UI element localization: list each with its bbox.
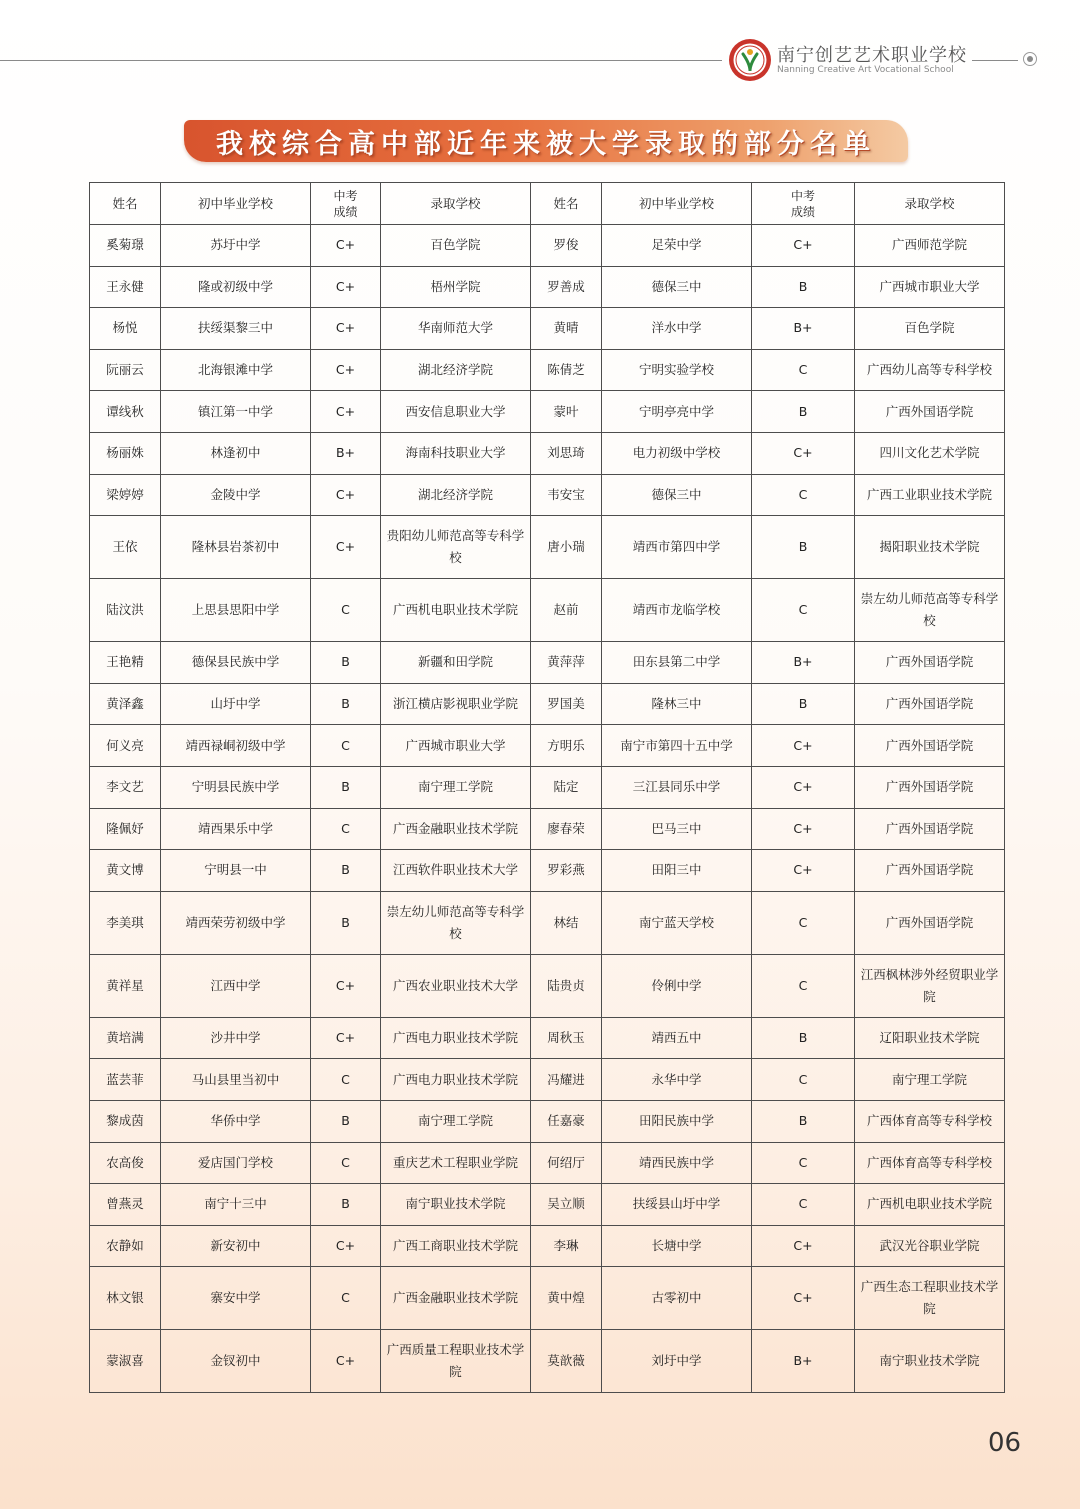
cell-admitted-school: 广西生态工程职业技术学院	[855, 1267, 1005, 1330]
cell-name: 赵前	[531, 579, 602, 642]
cell-middle-school: 苏圩中学	[161, 225, 311, 267]
cell-middle-school: 林逢初中	[161, 432, 311, 474]
cell-name: 黄祥星	[90, 954, 161, 1017]
cell-name: 蓝芸菲	[90, 1059, 161, 1101]
cell-exam-score: B	[752, 683, 855, 725]
table-row	[90, 850, 1005, 892]
cell-name: 杨悦	[90, 308, 161, 350]
cell-exam-score: C	[752, 1059, 855, 1101]
cell-admitted-school: 贵阳幼儿师范高等专科学校	[381, 516, 531, 579]
cell-name: 阮丽云	[90, 349, 161, 391]
cell-admitted-school: 广西外国语学院	[855, 891, 1005, 954]
cell-admitted-school: 广西外国语学院	[855, 391, 1005, 433]
cell-admitted-school: 湖北经济学院	[381, 474, 531, 516]
table-row	[90, 808, 1005, 850]
cell-admitted-school: 南宁理工学院	[381, 1100, 531, 1142]
table-row	[90, 349, 1005, 391]
cell-middle-school: 靖西五中	[602, 1017, 752, 1059]
cell-admitted-school: 四川文化艺术学院	[855, 432, 1005, 474]
cell-exam-score: C+	[311, 516, 381, 579]
cell-name: 李琳	[531, 1225, 602, 1267]
cell-name: 任嘉豪	[531, 1100, 602, 1142]
cell-name: 冯耀进	[531, 1059, 602, 1101]
table-header-row	[90, 183, 1005, 225]
school-name-cn: 南宁创艺艺术职业学校	[777, 45, 967, 66]
cell-exam-score: C+	[752, 850, 855, 892]
cell-middle-school: 南宁十三中	[161, 1184, 311, 1226]
cell-admitted-school: 广西机电职业技术学院	[381, 579, 531, 642]
cell-middle-school: 宁明县民族中学	[161, 766, 311, 808]
cell-admitted-school: 广西城市职业大学	[855, 266, 1005, 308]
cell-admitted-school: 广西外国语学院	[855, 850, 1005, 892]
table-row	[90, 516, 1005, 579]
cell-admitted-school: 江西枫林涉外经贸职业学院	[855, 954, 1005, 1017]
cell-exam-score: C	[311, 725, 381, 767]
header-dot-icon	[1023, 52, 1037, 66]
cell-name: 周秋玉	[531, 1017, 602, 1059]
table-row	[90, 474, 1005, 516]
table-row	[90, 683, 1005, 725]
cell-admitted-school: 湖北经济学院	[381, 349, 531, 391]
cell-admitted-school: 广西金融职业技术学院	[381, 808, 531, 850]
cell-name: 杨丽姝	[90, 432, 161, 474]
cell-exam-score: C+	[311, 225, 381, 267]
header-admitted-school: 录取学校	[381, 183, 531, 225]
cell-admitted-school: 广西外国语学院	[855, 725, 1005, 767]
cell-middle-school: 宁明亭亮中学	[602, 391, 752, 433]
school-name-en: Nanning Creative Art Vocational School	[777, 65, 954, 75]
cell-middle-school: 田阳民族中学	[602, 1100, 752, 1142]
cell-middle-school: 三江县同乐中学	[602, 766, 752, 808]
cell-middle-school: 沙井中学	[161, 1017, 311, 1059]
cell-admitted-school: 南宁职业技术学院	[381, 1184, 531, 1226]
cell-name: 黄萍萍	[531, 642, 602, 684]
table-row	[90, 1267, 1005, 1330]
cell-exam-score: C+	[311, 266, 381, 308]
cell-exam-score: B+	[752, 1330, 855, 1393]
cell-middle-school: 永华中学	[602, 1059, 752, 1101]
cell-middle-school: 宁明实验学校	[602, 349, 752, 391]
cell-middle-school: 南宁市第四十五中学	[602, 725, 752, 767]
cell-middle-school: 靖西市第四中学	[602, 516, 752, 579]
cell-exam-score: B	[752, 1017, 855, 1059]
cell-exam-score: C+	[311, 1225, 381, 1267]
cell-admitted-school: 广西幼儿高等专科学校	[855, 349, 1005, 391]
table-row	[90, 642, 1005, 684]
cell-name: 廖春荣	[531, 808, 602, 850]
cell-admitted-school: 梧州学院	[381, 266, 531, 308]
cell-admitted-school: 百色学院	[381, 225, 531, 267]
cell-exam-score: B	[752, 1100, 855, 1142]
cell-exam-score: C	[752, 954, 855, 1017]
cell-exam-score: B	[311, 683, 381, 725]
cell-exam-score: C+	[311, 349, 381, 391]
cell-middle-school: 靖西荣劳初级中学	[161, 891, 311, 954]
table-row	[90, 1184, 1005, 1226]
cell-name: 唐小瑞	[531, 516, 602, 579]
table-row	[90, 1100, 1005, 1142]
cell-middle-school: 德保县民族中学	[161, 642, 311, 684]
table-row	[90, 579, 1005, 642]
header-name-2: 姓名	[531, 183, 602, 225]
cell-exam-score: C	[752, 579, 855, 642]
cell-middle-school: 田阳三中	[602, 850, 752, 892]
cell-middle-school: 隆或初级中学	[161, 266, 311, 308]
cell-admitted-school: 广西工业职业技术学院	[855, 474, 1005, 516]
cell-name: 陈倩芝	[531, 349, 602, 391]
cell-name: 奚菊璟	[90, 225, 161, 267]
table-row	[90, 391, 1005, 433]
cell-admitted-school: 广西金融职业技术学院	[381, 1267, 531, 1330]
cell-exam-score: B	[311, 766, 381, 808]
cell-name: 黄晴	[531, 308, 602, 350]
cell-admitted-school: 广西电力职业技术学院	[381, 1017, 531, 1059]
cell-name: 黄中煌	[531, 1267, 602, 1330]
cell-middle-school: 洋水中学	[602, 308, 752, 350]
school-emblem-icon	[728, 38, 772, 82]
cell-middle-school: 古零初中	[602, 1267, 752, 1330]
cell-admitted-school: 广西体育高等专科学校	[855, 1142, 1005, 1184]
cell-name: 罗国美	[531, 683, 602, 725]
cell-name: 黎成茵	[90, 1100, 161, 1142]
cell-middle-school: 隆林县岩茶初中	[161, 516, 311, 579]
table-row	[90, 1017, 1005, 1059]
cell-admitted-school: 广西师范学院	[855, 225, 1005, 267]
table-row	[90, 308, 1005, 350]
table-row	[90, 766, 1005, 808]
cell-name: 黄培满	[90, 1017, 161, 1059]
cell-admitted-school: 揭阳职业技术学院	[855, 516, 1005, 579]
cell-exam-score: C+	[311, 391, 381, 433]
cell-exam-score: B	[752, 516, 855, 579]
cell-admitted-school: 浙江横店影视职业学院	[381, 683, 531, 725]
cell-exam-score: B+	[311, 432, 381, 474]
cell-exam-score: C+	[752, 766, 855, 808]
cell-admitted-school: 重庆艺术工程职业学院	[381, 1142, 531, 1184]
cell-name: 王依	[90, 516, 161, 579]
cell-exam-score: B	[311, 891, 381, 954]
table-row	[90, 432, 1005, 474]
cell-name: 农高俊	[90, 1142, 161, 1184]
cell-exam-score: C+	[311, 308, 381, 350]
cell-name: 蒙淑喜	[90, 1330, 161, 1393]
cell-middle-school: 隆林三中	[602, 683, 752, 725]
cell-middle-school: 足荣中学	[602, 225, 752, 267]
cell-exam-score: C	[311, 1059, 381, 1101]
cell-exam-score: C+	[752, 808, 855, 850]
header-middle-school: 初中毕业学校	[161, 183, 311, 225]
cell-exam-score: B+	[752, 642, 855, 684]
table-row	[90, 266, 1005, 308]
cell-exam-score: C+	[752, 432, 855, 474]
cell-admitted-school: 广西农业职业技术大学	[381, 954, 531, 1017]
cell-exam-score: B	[311, 1100, 381, 1142]
cell-name: 罗善成	[531, 266, 602, 308]
cell-admitted-school: 武汉光谷职业学院	[855, 1225, 1005, 1267]
cell-admitted-school: 华南师范大学	[381, 308, 531, 350]
cell-middle-school: 北海银滩中学	[161, 349, 311, 391]
cell-admitted-school: 南宁理工学院	[855, 1059, 1005, 1101]
header-rule-right	[972, 60, 1018, 61]
cell-name: 刘思琦	[531, 432, 602, 474]
cell-name: 王永健	[90, 266, 161, 308]
cell-exam-score: C	[311, 579, 381, 642]
cell-name: 陆定	[531, 766, 602, 808]
cell-exam-score: B+	[752, 308, 855, 350]
cell-admitted-school: 广西外国语学院	[855, 683, 1005, 725]
cell-name: 谭线秋	[90, 391, 161, 433]
cell-exam-score: C+	[311, 1017, 381, 1059]
cell-middle-school: 新安初中	[161, 1225, 311, 1267]
cell-name: 李美琪	[90, 891, 161, 954]
cell-exam-score: C	[311, 1267, 381, 1330]
cell-admitted-school: 广西外国语学院	[855, 766, 1005, 808]
cell-exam-score: C	[311, 808, 381, 850]
cell-exam-score: C	[752, 1142, 855, 1184]
cell-middle-school: 靖西禄峒初级中学	[161, 725, 311, 767]
cell-middle-school: 伶俐中学	[602, 954, 752, 1017]
cell-name: 方明乐	[531, 725, 602, 767]
cell-middle-school: 靖西市龙临学校	[602, 579, 752, 642]
cell-exam-score: C	[752, 891, 855, 954]
cell-name: 蒙叶	[531, 391, 602, 433]
cell-name: 林文银	[90, 1267, 161, 1330]
table-row	[90, 1142, 1005, 1184]
header-exam-score: 中考 成绩	[311, 183, 381, 225]
table-row	[90, 725, 1005, 767]
cell-name: 王艳精	[90, 642, 161, 684]
cell-admitted-school: 江西软件职业技术大学	[381, 850, 531, 892]
cell-name: 莫歆薇	[531, 1330, 602, 1393]
cell-admitted-school: 广西机电职业技术学院	[855, 1184, 1005, 1226]
cell-admitted-school: 南宁理工学院	[381, 766, 531, 808]
cell-middle-school: 马山县里当初中	[161, 1059, 311, 1101]
cell-middle-school: 爱店国门学校	[161, 1142, 311, 1184]
cell-name: 梁婷婷	[90, 474, 161, 516]
cell-middle-school: 巴马三中	[602, 808, 752, 850]
cell-exam-score: C+	[752, 725, 855, 767]
cell-name: 隆佩妤	[90, 808, 161, 850]
header-name: 姓名	[90, 183, 161, 225]
cell-exam-score: C+	[752, 225, 855, 267]
cell-exam-score: C	[311, 1142, 381, 1184]
cell-middle-school: 寨安中学	[161, 1267, 311, 1330]
cell-name: 农静如	[90, 1225, 161, 1267]
cell-exam-score: B	[752, 266, 855, 308]
cell-admitted-school: 广西外国语学院	[855, 642, 1005, 684]
cell-name: 林结	[531, 891, 602, 954]
cell-middle-school: 长塘中学	[602, 1225, 752, 1267]
cell-name: 何绍厅	[531, 1142, 602, 1184]
cell-name: 何义亮	[90, 725, 161, 767]
header-admitted-school-2: 录取学校	[855, 183, 1005, 225]
cell-exam-score: C+	[311, 954, 381, 1017]
cell-admitted-school: 辽阳职业技术学院	[855, 1017, 1005, 1059]
cell-name: 李文艺	[90, 766, 161, 808]
cell-middle-school: 靖西果乐中学	[161, 808, 311, 850]
cell-admitted-school: 西安信息职业大学	[381, 391, 531, 433]
cell-name: 吴立顺	[531, 1184, 602, 1226]
cell-admitted-school: 百色学院	[855, 308, 1005, 350]
cell-admitted-school: 新疆和田学院	[381, 642, 531, 684]
cell-middle-school: 电力初级中学校	[602, 432, 752, 474]
cell-middle-school: 上思县思阳中学	[161, 579, 311, 642]
cell-middle-school: 金陵中学	[161, 474, 311, 516]
title-banner	[184, 120, 908, 162]
cell-middle-school: 德保三中	[602, 474, 752, 516]
cell-admitted-school: 南宁职业技术学院	[855, 1330, 1005, 1393]
cell-name: 韦安宝	[531, 474, 602, 516]
admission-table	[89, 182, 1005, 1393]
cell-middle-school: 华侨中学	[161, 1100, 311, 1142]
cell-name: 黄泽鑫	[90, 683, 161, 725]
cell-middle-school: 扶绥渠黎三中	[161, 308, 311, 350]
cell-exam-score: C+	[752, 1225, 855, 1267]
cell-admitted-school: 广西质量工程职业技术学院	[381, 1330, 531, 1393]
cell-middle-school: 山圩中学	[161, 683, 311, 725]
table-row	[90, 891, 1005, 954]
banner-title: 我校综合高中部近年来被大学录取的部分名单	[216, 128, 876, 160]
cell-middle-school: 刘圩中学	[602, 1330, 752, 1393]
cell-exam-score: B	[311, 1184, 381, 1226]
cell-name: 黄文博	[90, 850, 161, 892]
cell-exam-score: B	[311, 642, 381, 684]
table-row	[90, 1330, 1005, 1393]
cell-exam-score: C+	[311, 474, 381, 516]
cell-name: 罗彩燕	[531, 850, 602, 892]
page-number: 06	[988, 1428, 1022, 1458]
cell-middle-school: 南宁蓝天学校	[602, 891, 752, 954]
cell-exam-score: B	[752, 391, 855, 433]
header-exam-score-2: 中考 成绩	[752, 183, 855, 225]
cell-middle-school: 江西中学	[161, 954, 311, 1017]
cell-middle-school: 镇江第一中学	[161, 391, 311, 433]
cell-admitted-school: 广西电力职业技术学院	[381, 1059, 531, 1101]
cell-admitted-school: 广西体育高等专科学校	[855, 1100, 1005, 1142]
cell-exam-score: C+	[311, 1330, 381, 1393]
cell-admitted-school: 广西外国语学院	[855, 808, 1005, 850]
table-row	[90, 1059, 1005, 1101]
cell-middle-school: 扶绥县山圩中学	[602, 1184, 752, 1226]
cell-exam-score: C	[752, 1184, 855, 1226]
cell-middle-school: 宁明县一中	[161, 850, 311, 892]
cell-name: 罗俊	[531, 225, 602, 267]
cell-name: 曾燕灵	[90, 1184, 161, 1226]
cell-name: 陆贵贞	[531, 954, 602, 1017]
cell-admitted-school: 广西工商职业技术学院	[381, 1225, 531, 1267]
cell-middle-school: 金钗初中	[161, 1330, 311, 1393]
cell-admitted-school: 广西城市职业大学	[381, 725, 531, 767]
header-rule-left	[0, 60, 722, 61]
table-row	[90, 225, 1005, 267]
cell-middle-school: 德保三中	[602, 266, 752, 308]
header-middle-school-2: 初中毕业学校	[602, 183, 752, 225]
table-row	[90, 954, 1005, 1017]
cell-exam-score: C	[752, 474, 855, 516]
cell-admitted-school: 崇左幼儿师范高等专科学校	[381, 891, 531, 954]
cell-middle-school: 靖西民族中学	[602, 1142, 752, 1184]
cell-exam-score: B	[311, 850, 381, 892]
table-row	[90, 1225, 1005, 1267]
cell-exam-score: C+	[752, 1267, 855, 1330]
cell-admitted-school: 崇左幼儿师范高等专科学校	[855, 579, 1005, 642]
cell-admitted-school: 海南科技职业大学	[381, 432, 531, 474]
cell-exam-score: C	[752, 349, 855, 391]
cell-middle-school: 田东县第二中学	[602, 642, 752, 684]
cell-name: 陆汶洪	[90, 579, 161, 642]
